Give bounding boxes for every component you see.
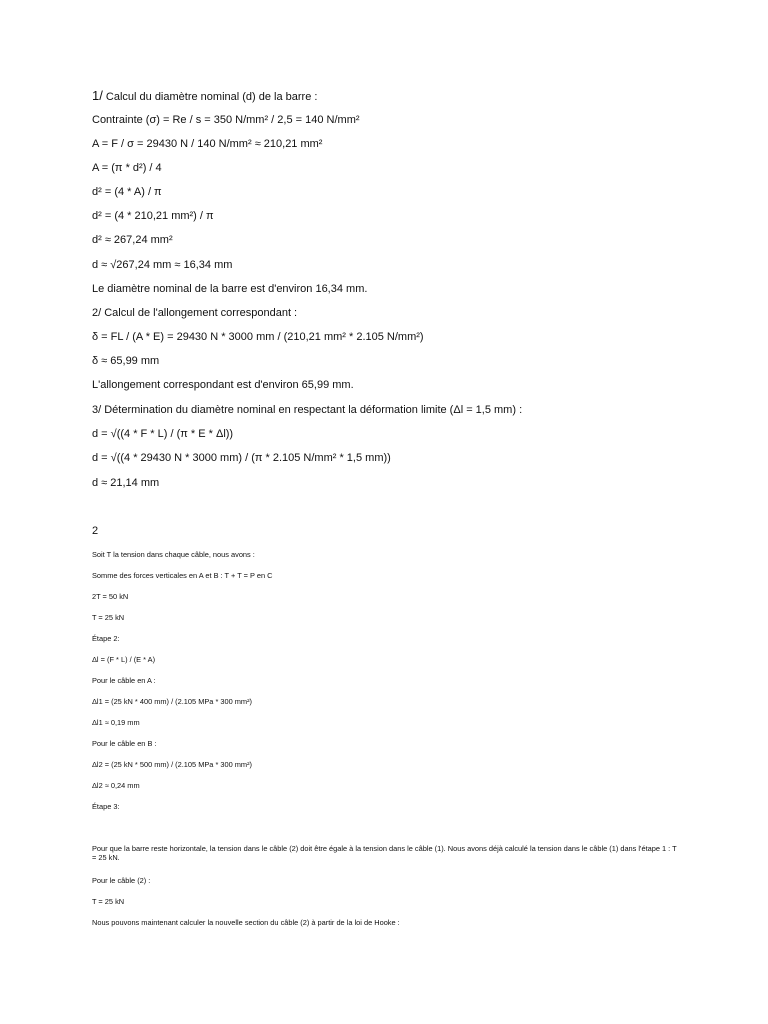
section-2-line-11: Δl2 = (25 kN * 500 mm) / (2.105 MPa * 300 mm²): [92, 760, 252, 769]
delta-line: δ = FL / (A * E) = 29430 N * 3000 mm / (210,21 mm² * 2.105 N/mm²): [92, 331, 424, 343]
contrainte-line: Contrainte (σ) = Re / s = 350 N/mm² / 2,5 = 140 N/mm²: [92, 114, 360, 126]
diameter-line: d ≈ √267,24 mm ≈ 16,34 mm: [92, 259, 233, 271]
question-1-heading: [92, 89, 317, 104]
section-2-number: 2: [92, 525, 99, 537]
question-1-number: 1/: [92, 88, 103, 103]
d3-line-1: d = √((4 * F * L) / (π * E * Δl)): [92, 428, 234, 440]
section-2-line-8: Δl1 = (25 kN * 400 mm) / (2.105 MPa * 300 mm²): [92, 697, 252, 706]
area-line: A = F / σ = 29430 N / 140 N/mm² ≈ 210,21 mm²: [92, 138, 323, 150]
section-2-line-14: Pour le câble (2) :: [92, 876, 151, 885]
section-2-line-5: Étape 2:: [92, 634, 120, 643]
d3-line-3: d ≈ 21,14 mm: [92, 477, 160, 489]
section-2-paragraph: Pour que la barre reste horizontale, la tension dans le câble (2) doit être égale à la tension dans le câble (1). Nous avons déjà calculé la tension dans le câble (1) dans l'étape 1 : T = 25 kN.: [92, 844, 677, 862]
question-3-heading: 3/ Détermination du diamètre nominal en respectant la déformation limite (Δl = 1,5 mm) :: [92, 404, 523, 416]
d2-line-3: d² ≈ 267,24 mm²: [92, 234, 173, 246]
question-1-text: Calcul du diamètre nominal (d) de la barre :: [102, 91, 318, 103]
section-2-line-13: Étape 3:: [92, 802, 120, 811]
conclusion-2: L'allongement correspondant est d'environ 65,99 mm.: [92, 379, 354, 391]
d2-line-1: d² = (4 * A) / π: [92, 186, 162, 198]
conclusion-1: Le diamètre nominal de la barre est d'environ 16,34 mm.: [92, 283, 368, 295]
section-2-line-1: Soit T la tension dans chaque câble, nous avons :: [92, 550, 255, 559]
section-2-line-3: 2T = 50 kN: [92, 592, 129, 601]
section-2-line-6: Δl = (F * L) / (E * A): [92, 655, 156, 664]
area-formula-line: A = (π * d²) / 4: [92, 162, 162, 174]
question-2-heading: 2/ Calcul de l'allongement correspondant :: [92, 307, 298, 319]
delta-result-line: δ ≈ 65,99 mm: [92, 355, 160, 367]
section-2-line-9: Δl1 ≈ 0,19 mm: [92, 718, 140, 727]
d3-line-2: d = √((4 * 29430 N * 3000 mm) / (π * 2.105 N/mm² * 1,5 mm)): [92, 452, 391, 464]
section-2-line-12: Δl2 ≈ 0,24 mm: [92, 781, 140, 790]
section-2-line-7: Pour le câble en A :: [92, 676, 156, 685]
section-2-line-4: T = 25 kN: [92, 613, 125, 622]
section-2-line-10: Pour le câble en B :: [92, 739, 157, 748]
section-2-line-2: Somme des forces verticales en A et B : T + T = P en C: [92, 571, 273, 580]
section-2-line-16: Nous pouvons maintenant calculer la nouvelle section du câble (2) à partir de la loi de Hooke :: [92, 918, 400, 927]
d2-line-2: d² = (4 * 210,21 mm²) / π: [92, 210, 214, 222]
section-2-line-15: T = 25 kN: [92, 897, 125, 906]
